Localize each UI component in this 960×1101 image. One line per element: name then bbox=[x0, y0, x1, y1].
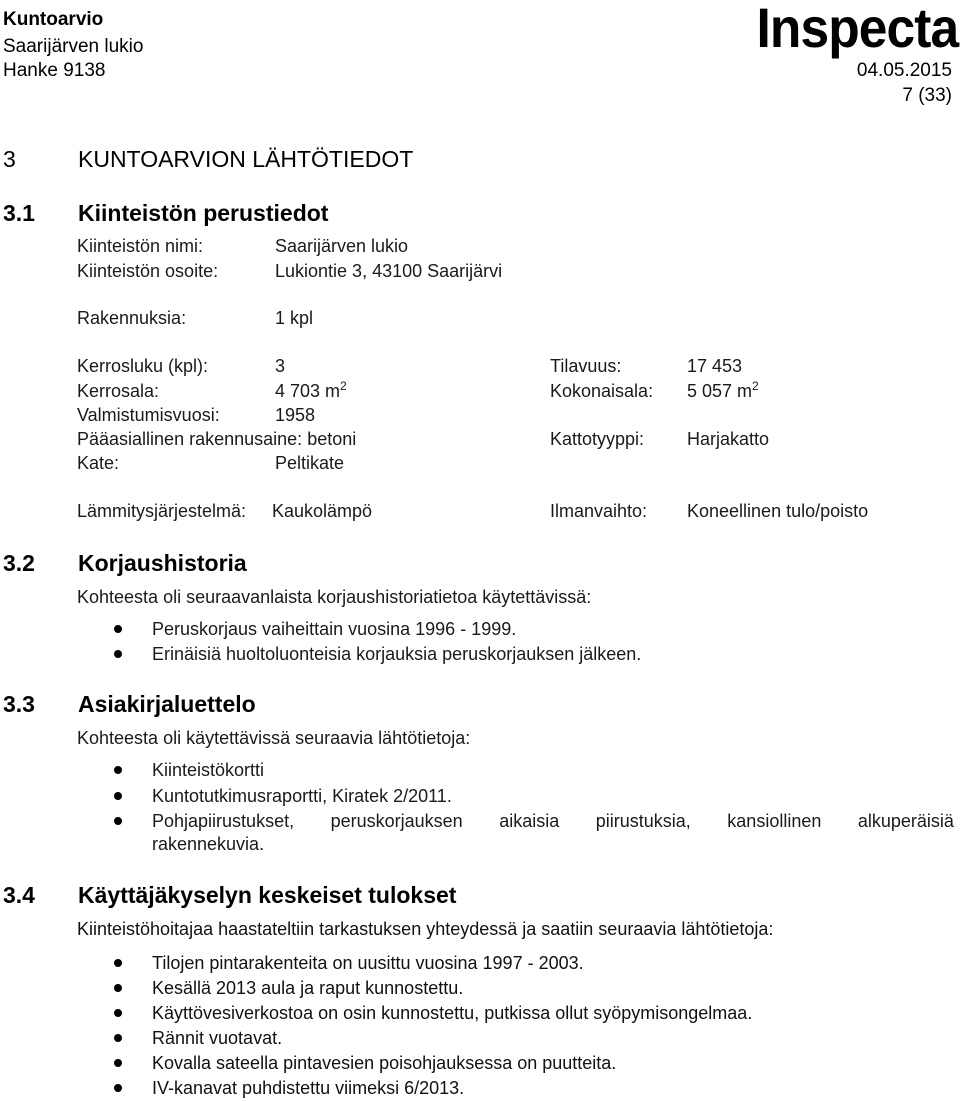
list-item: Kiinteistökortti bbox=[152, 760, 265, 780]
list-item: Kuntotutkimusraportti, Kiratek 2/2011. bbox=[152, 786, 452, 806]
total-area-value: 5 057 $m^2$ bbox=[687, 379, 759, 401]
property-address-label: Kiinteistön osoite: bbox=[77, 261, 219, 281]
section-3-1-number: 3.1 bbox=[3, 200, 35, 226]
page-number: 7 (33) bbox=[902, 85, 952, 106]
list-item: Erinäisiä huoltoluonteisia korjauksia peruskorjauksen jälkeen. bbox=[152, 644, 642, 664]
material-value: betoni bbox=[307, 429, 357, 449]
list-item: Rännit vuotavat. bbox=[152, 1028, 283, 1048]
section-3-number: 3 bbox=[3, 146, 16, 172]
property-address-value: Lukiontie 3, 43100 Saarijärvi bbox=[275, 261, 503, 281]
section-3-2-heading: Korjaushistoria bbox=[78, 550, 247, 576]
floor-area-value: 4 703 $m^2$ bbox=[275, 379, 347, 401]
list-item: Kovalla sateella pintavesien poisohjauksessa on puutteita. bbox=[152, 1053, 617, 1073]
bullet-icon bbox=[114, 817, 122, 825]
completion-year-label: Valmistumisvuosi: bbox=[77, 405, 220, 425]
total-area-label: Kokonaisala: bbox=[550, 381, 654, 401]
list-item-continuation: rakennekuvia. bbox=[152, 834, 265, 854]
bullet-icon bbox=[114, 984, 122, 992]
bullet-icon bbox=[114, 650, 122, 658]
roof-type-label: Kattotyyppi: bbox=[550, 429, 645, 449]
floors-label: Kerrosluku (kpl): bbox=[77, 356, 209, 376]
floors-value: 3 bbox=[275, 356, 286, 376]
list-item: Käyttövesiverkostoa on osin kunnostettu, putkissa ollut syöpymisongelmaa. bbox=[152, 1003, 753, 1023]
material-line bbox=[77, 428, 356, 450]
section-3-4-number: 3.4 bbox=[3, 882, 35, 908]
completion-year-value: 1958 bbox=[275, 405, 316, 425]
ventilation-label: Ilmanvaihto: bbox=[550, 501, 648, 521]
volume-label: Tilavuus: bbox=[550, 356, 622, 376]
document-subtitle: Saarijärven lukio bbox=[3, 36, 144, 57]
section-3-4-heading: Käyttäjäkyselyn keskeiset tulokset bbox=[78, 882, 457, 908]
section-3-heading: KUNTOARVION LÄHTÖTIEDOT bbox=[78, 146, 414, 172]
section-3-2-number: 3.2 bbox=[3, 550, 35, 576]
section-3-3-heading: Asiakirjaluettelo bbox=[78, 691, 256, 717]
document-date: 04.05.2015 bbox=[856, 60, 952, 81]
section-3-3-number: 3.3 bbox=[3, 691, 35, 717]
volume-value: 17 453 bbox=[687, 356, 743, 376]
list-item: IV-kanavat puhdistettu viimeksi 6/2013. bbox=[152, 1078, 465, 1098]
document-title: Kuntoarvio bbox=[3, 9, 104, 30]
roof-cover-value: Peltikate bbox=[275, 453, 345, 473]
heating-label: Lämmitysjärjestelmä: bbox=[77, 501, 247, 521]
bullet-icon bbox=[114, 1009, 122, 1017]
bullet-icon bbox=[114, 792, 122, 800]
floor-area-label: Kerrosala: bbox=[77, 381, 160, 401]
buildings-label: Rakennuksia: bbox=[77, 308, 187, 328]
material-label: Pääasiallinen rakennusaine: bbox=[77, 429, 303, 449]
documents-intro: Kohteesta oli käytettävissä seuraavia lähtötietoja: bbox=[77, 728, 471, 748]
bullet-icon bbox=[114, 766, 122, 774]
bullet-icon bbox=[114, 625, 122, 633]
list-item: Peruskorjaus vaiheittain vuosina 1996 - 1999. bbox=[152, 619, 517, 639]
list-item: Kesällä 2013 aula ja raput kunnostettu. bbox=[152, 978, 464, 998]
list-item: Tilojen pintarakenteita on uusittu vuosina 1997 - 2003. bbox=[152, 953, 584, 973]
heating-value: Kaukolämpö bbox=[272, 501, 373, 521]
bullet-icon bbox=[114, 1059, 122, 1067]
repair-history-intro: Kohteesta oli seuraavanlaista korjaushistoriatietoa käytettävissä: bbox=[77, 587, 592, 607]
property-name-label: Kiinteistön nimi: bbox=[77, 236, 204, 256]
ventilation-value: Koneellinen tulo/poisto bbox=[687, 501, 869, 521]
user-survey-intro: Kiinteistöhoitajaa haastateltiin tarkastuksen yhteydessä ja saatiin seuraavia lähtötietoja: bbox=[77, 919, 774, 939]
property-name-value: Saarijärven lukio bbox=[275, 236, 409, 256]
roof-type-value: Harjakatto bbox=[687, 429, 770, 449]
bullet-icon bbox=[114, 1084, 122, 1092]
roof-cover-label: Kate: bbox=[77, 453, 120, 473]
list-item-justified: Pohjapiirustukset, peruskorjauksen aikaisia piirustuksia, kansiollinen alkuperäisiä bbox=[152, 811, 954, 831]
inspecta-logo: Inspecta bbox=[756, 0, 958, 59]
buildings-value: 1 kpl bbox=[275, 308, 314, 328]
bullet-icon bbox=[114, 1034, 122, 1042]
bullet-icon bbox=[114, 959, 122, 967]
section-3-1-heading: Kiinteistön perustiedot bbox=[78, 200, 329, 226]
project-number: Hanke 9138 bbox=[3, 60, 106, 81]
